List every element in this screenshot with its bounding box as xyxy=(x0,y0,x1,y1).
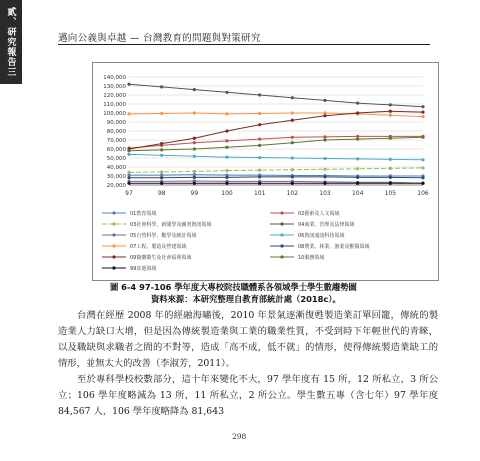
data-point xyxy=(421,176,424,179)
legend-item xyxy=(269,219,439,229)
legend-label: 05自然科學、數學及統計領域 xyxy=(130,232,197,239)
data-point xyxy=(258,123,261,126)
legend-label: 01教育領域 xyxy=(130,210,157,217)
data-point xyxy=(225,129,228,132)
data-point xyxy=(421,166,424,169)
side-tab-label: 貳、研究報告三 xyxy=(5,7,16,77)
y-tick-label: 20,000 xyxy=(106,183,126,189)
data-point xyxy=(127,171,130,174)
legend-item xyxy=(269,241,439,251)
data-point xyxy=(291,119,294,122)
data-point xyxy=(291,168,294,171)
data-point xyxy=(323,135,326,138)
x-tick-label: 100 xyxy=(221,190,233,197)
data-point xyxy=(389,158,392,161)
y-tick-label: 30,000 xyxy=(106,174,126,180)
data-point xyxy=(193,170,196,173)
running-head: 邁向公義與卓越 — 台灣教育的問題與對策研究 xyxy=(58,33,261,44)
legend-label: 03社會科學、新聞學及圖書資訊領域 xyxy=(130,221,212,228)
legend-item xyxy=(101,219,271,229)
legend-item xyxy=(101,263,271,273)
series-line xyxy=(129,113,423,117)
y-tick-label: 80,000 xyxy=(106,129,126,135)
data-point xyxy=(291,96,294,99)
series-line xyxy=(129,177,423,178)
series-line xyxy=(129,168,423,173)
series-line xyxy=(129,154,423,159)
y-tick-label: 130,000 xyxy=(103,84,126,90)
legend-item xyxy=(101,241,271,251)
data-point xyxy=(356,102,359,105)
data-point xyxy=(127,83,130,86)
data-point xyxy=(127,182,130,185)
data-point xyxy=(193,88,196,91)
legend-swatch xyxy=(269,254,295,260)
legend-label: 99其他領域 xyxy=(130,265,157,272)
data-point xyxy=(291,136,294,139)
legend-swatch xyxy=(269,210,295,216)
data-point xyxy=(389,167,392,170)
header-rule xyxy=(58,44,430,45)
legend-item xyxy=(101,230,271,240)
data-point xyxy=(193,147,196,150)
data-point xyxy=(193,111,196,114)
data-point xyxy=(193,137,196,140)
y-tick-label: 60,000 xyxy=(106,147,126,153)
data-point xyxy=(160,85,163,88)
legend-item xyxy=(269,208,439,218)
data-point xyxy=(258,182,261,185)
data-point xyxy=(323,114,326,117)
legend-swatch xyxy=(101,221,127,227)
data-point xyxy=(160,170,163,173)
x-tick-label: 103 xyxy=(319,190,331,197)
data-point xyxy=(291,182,294,185)
legend-swatch xyxy=(101,210,127,216)
page-number: 298 xyxy=(232,432,247,441)
legend-item xyxy=(269,252,439,262)
data-point xyxy=(225,182,228,185)
legend-item xyxy=(269,230,439,240)
figure-source: 資料來源：本研究整理自教育部統計處（2018c）。 xyxy=(151,294,341,304)
data-point xyxy=(421,105,424,108)
legend-swatch xyxy=(269,221,295,227)
data-point xyxy=(323,99,326,102)
x-tick-label: 98 xyxy=(157,190,166,197)
data-point xyxy=(291,111,294,114)
data-point xyxy=(127,176,130,179)
data-point xyxy=(160,182,163,185)
x-tick-label: 104 xyxy=(351,190,364,197)
series-line xyxy=(129,84,423,107)
body-paragraph-2: 至於專科學校校數部分，這十年來變化不大，97 學年度有 15 所，12 所私立，3 所公立；106 學年度略減為 13 所，11 所私立，2 所公立。學生數五專（含七年）97 學年度 84,567 人，106 學年度略降為 81,643 xyxy=(58,374,438,417)
data-point xyxy=(389,110,392,113)
y-tick-label: 110,000 xyxy=(103,102,126,108)
data-point xyxy=(356,176,359,179)
data-point xyxy=(258,169,261,172)
data-point xyxy=(389,114,392,117)
legend-label: 04商業、管理及法律領域 xyxy=(298,221,355,228)
legend-swatch xyxy=(101,232,127,238)
data-point xyxy=(356,138,359,141)
data-point xyxy=(291,141,294,144)
data-point xyxy=(258,144,261,147)
data-point xyxy=(127,153,130,156)
data-point xyxy=(291,156,294,159)
line-chart xyxy=(93,63,438,204)
data-point xyxy=(225,146,228,149)
data-point xyxy=(389,176,392,179)
data-point xyxy=(291,175,294,178)
data-point xyxy=(421,115,424,118)
legend-swatch xyxy=(269,232,295,238)
x-tick-label: 97 xyxy=(125,190,133,197)
data-point xyxy=(323,168,326,171)
figure-caption: 圖 6-4 97-106 學年度大專校院技職體系各領域學士學生數趨勢圖 xyxy=(110,282,357,292)
y-tick-label: 40,000 xyxy=(106,165,126,171)
data-point xyxy=(193,182,196,185)
body-paragraph-1: 台灣在經歷 2008 年的經融海嘯後，2010 年景氣逐漸復甦製造業訂單回籠，傳統的製造業人力缺口大增，但是因為傳統製造業與工業的職業性質，不受到時下年輕世代的青睞，以及職缺與求職者之間的不對等，造成「高不成，低不就」的情形，使得傳統製造業缺工的情形，並無太大的改善（李淑芳，2011）。 xyxy=(58,310,438,369)
data-point xyxy=(421,136,424,139)
y-tick-label: 50,000 xyxy=(106,156,126,162)
data-point xyxy=(193,141,196,144)
legend-swatch xyxy=(101,243,127,249)
data-point xyxy=(225,169,228,172)
legend-swatch xyxy=(101,265,127,271)
x-tick-label: 105 xyxy=(384,190,397,197)
y-tick-label: 90,000 xyxy=(106,120,126,126)
y-tick-label: 100,000 xyxy=(103,111,126,117)
data-point xyxy=(389,103,392,106)
data-point xyxy=(258,156,261,159)
legend-item xyxy=(101,208,271,218)
data-point xyxy=(356,157,359,160)
data-point xyxy=(421,182,424,185)
legend-item xyxy=(101,252,271,262)
data-point xyxy=(160,148,163,151)
x-tick-label: 101 xyxy=(253,190,266,197)
data-point xyxy=(356,182,359,185)
data-point xyxy=(421,111,424,114)
series-line xyxy=(129,111,423,149)
data-point xyxy=(421,158,424,161)
legend-swatch xyxy=(269,243,295,249)
data-point xyxy=(323,138,326,141)
data-point xyxy=(225,176,228,179)
legend-label: 08農業、林業、漁業及獸醫領域 xyxy=(298,243,370,250)
x-tick-label: 99 xyxy=(190,190,199,197)
data-point xyxy=(389,137,392,140)
x-tick-label: 106 xyxy=(417,190,429,197)
data-point xyxy=(127,149,130,152)
legend-label: 07工程、製造及營建領域 xyxy=(130,243,187,250)
side-tab xyxy=(0,0,22,84)
data-point xyxy=(160,142,163,145)
data-point xyxy=(193,176,196,179)
chart-legend xyxy=(93,204,438,280)
data-point xyxy=(225,112,228,115)
y-tick-label: 70,000 xyxy=(106,138,126,144)
data-point xyxy=(323,175,326,178)
data-point xyxy=(356,167,359,170)
data-point xyxy=(258,175,261,178)
chart-frame xyxy=(92,62,439,281)
data-point xyxy=(258,93,261,96)
data-point xyxy=(323,157,326,160)
data-point xyxy=(127,112,130,115)
data-point xyxy=(258,138,261,141)
legend-label: 06資訊通訊科技領域 xyxy=(298,232,345,239)
data-point xyxy=(225,139,228,142)
data-point xyxy=(160,112,163,115)
y-tick-label: 120,000 xyxy=(103,93,126,99)
data-point xyxy=(323,182,326,185)
data-point xyxy=(160,154,163,157)
data-point xyxy=(389,182,392,185)
data-point xyxy=(258,112,261,115)
legend-label: 10服務領域 xyxy=(298,254,325,261)
data-point xyxy=(225,91,228,94)
legend-label: 09醫藥衛生及社會福利領域 xyxy=(130,254,192,261)
legend-swatch xyxy=(101,254,127,260)
data-point xyxy=(193,155,196,158)
legend-label: 02藝術及人文領域 xyxy=(298,210,340,217)
data-point xyxy=(160,176,163,179)
x-tick-label: 102 xyxy=(286,190,299,197)
data-point xyxy=(225,156,228,159)
y-tick-label: 140,000 xyxy=(103,75,126,81)
data-point xyxy=(356,111,359,114)
